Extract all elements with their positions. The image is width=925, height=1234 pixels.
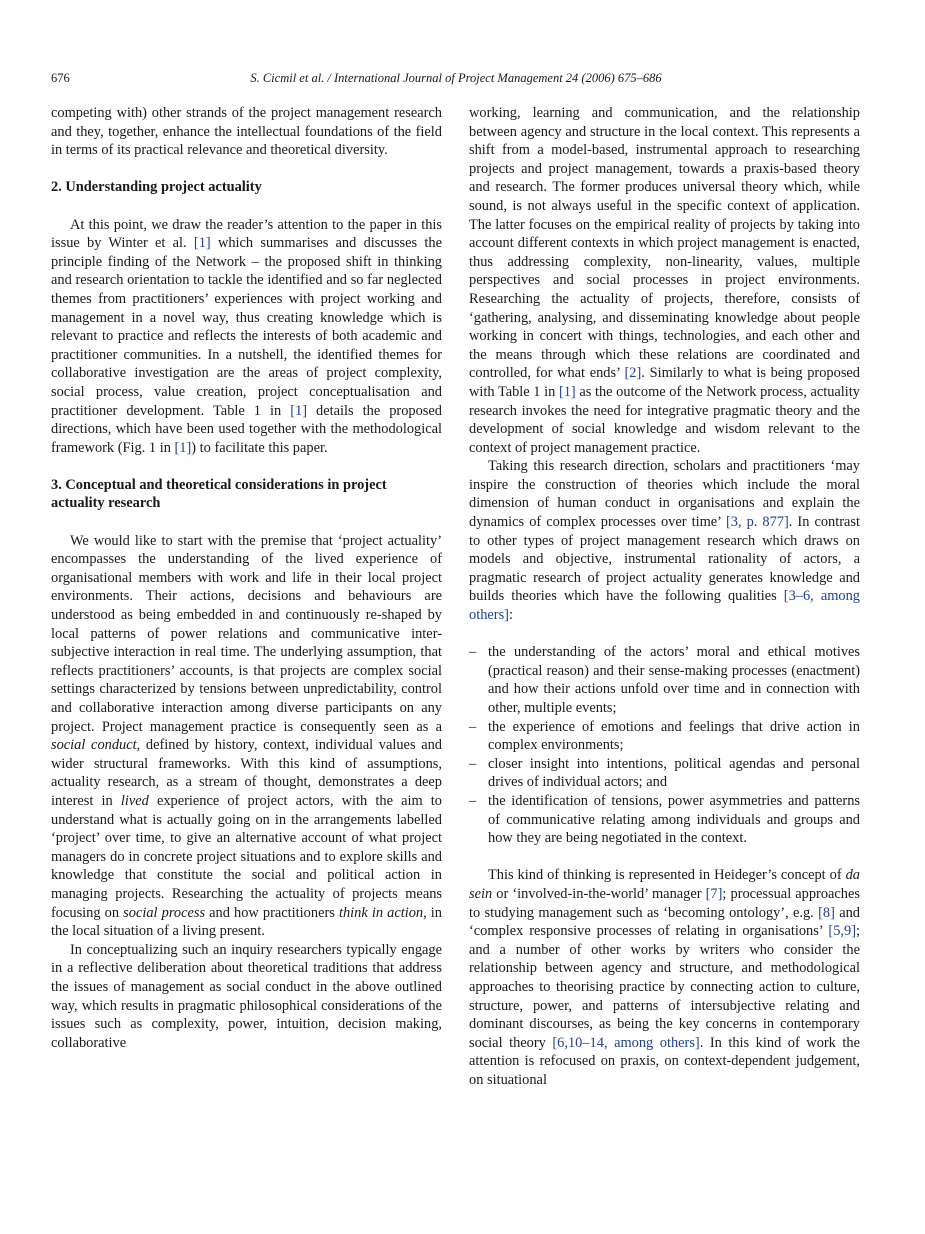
paragraph-premise: We would like to start with the premise that ‘project actuality’ encompasses the understanding of the lived experience of organisational members with work and life in their local project environments. Their actions, decisions and behaviours are understood as being embedded in and continuously re-shaped by local patterns of power relations and communicative inter-subjective interaction in real time. The underlying assumption, that reflects practitioners’ accounts, is that projects are complex social settings characterized by tensions between unpredictability, control and collaborative interaction among diverse participants on any project. Project management practice is consequently seen as a social conduct, defined by history, context, individual values and wider structural frameworks. With this kind of assumptions, actuality research, as a stream of thought, demonstrates a deep interest in lived experience of project actors, with the aim to understand what is actually going on in the arrangements labelled ‘project’ over time, to give an alternative account of what project managers do in concrete project situations and to explore skills and knowledge that constitute the social and political action in managing projects. Researching the actuality of projects means focusing on social process and how practitioners think in action, in the local situation of a living present.: [51, 532, 442, 940]
paragraph-praxis: working, learning and communication, and the relationship between agency and structure in the local context. This represents a shift from a model-based, instrumental approach to researching projects and project management, towards a praxis-based theory and research. The former produces universal theory which, while sound, is not always useful in the specific context of application. The latter focuses on the empirical reality of projects by taking into account different contexts in which project management is enacted, thus addressing complexity, non-linearity, values, multiple perspectives and social processes in project environments. Researching the actuality of projects, therefore, consists of ‘gathering, analysing, and disseminating knowledge about people working in concert with things, technologies, and each other and the means through which these relations are coordinated and controlled, for what ends’ [2]. Similarly to what is being proposed with Table 1 in [1] as the outcome of the Network process, actuality research invokes the need for integrative pragmatic theory and the development of social knowledge and wisdom relevant to the context of project management practice.: [469, 105, 860, 456]
paragraph-heideger: This kind of thinking is represented in Heideger’s concept of da sein or ‘involved-in-the-world’ manager [7]; processual approaches to studying management such as ‘becoming ontology’, e.g. [8] and ‘complex responsive processes of relating in organisations’ [5,9]; and a number of other works by writers who consider the relationship between agency and structure, and methodological approaches to theorising practice by connecting action to culture, structure, power, and patterns of intersubjective relating and dominant discourses, as being the key concerns in contemporary social theory [6,10–14, among others]. In this kind of work the attention is refocused on praxis, on context-dependent judgement, on situational: [469, 867, 860, 1088]
page-number: 676: [51, 71, 70, 85]
citation-link[interactable]: [3, p. 877]: [725, 514, 789, 531]
citation-link[interactable]: [5,9]: [828, 923, 856, 940]
section-heading-3: 3. Conceptual and theoretical considerations in project actuality research: [51, 476, 387, 512]
right-column: [469, 104, 860, 1089]
citation-link[interactable]: [1]: [193, 235, 211, 252]
page-header: [51, 71, 861, 91]
running-head: S. Cicmil et al. / International Journal of Project Management 24 (2006) 675–686: [250, 71, 662, 85]
paragraph-research-direction: Taking this research direction, scholars and practitioners ‘may inspire the construction of theories which include the moral dimension of human conduct in organisations and explain the dynamics of complex processes over time’ [3, p. 877]. In contrast to other types of project management research which draws on models and objective, instrumental rationality of actors, a pragmatic research of project actuality generates knowledge and builds theories which have the following qualities [3–6, among others]:: [469, 458, 861, 624]
paragraph-conceptualizing: In conceptualizing such an inquiry researchers typically engage in a reflective deliberation about theoretical traditions that address the issues of management as social conduct in the above outlined way, which results in pragmatic philosophical considerations of the issues such as complexity, power, intuition, decision making, collaborative: [51, 941, 442, 1051]
list-item: – closer insight into intentions, political agendas and personal drives of individual actors; and: [469, 755, 860, 791]
citation-link[interactable]: [1]: [558, 383, 576, 400]
qualities-list: [469, 643, 860, 848]
citation-link[interactable]: [1]: [290, 402, 308, 419]
list-item: – the identification of tensions, power asymmetries and patterns of communicative relating among individuals and groups and how they are being negotiated in the context.: [469, 792, 860, 847]
list-item: – the understanding of the actors’ moral and ethical motives (practical reason) and their sense-making processes (enactment) and how their actions unfold over time and in connection with other, multiple events;: [469, 644, 860, 716]
list-item: – the experience of emotions and feelings that drive action in complex environments;: [469, 718, 860, 754]
left-column: [51, 104, 442, 1052]
citation-link[interactable]: [2]: [624, 365, 642, 382]
citation-link[interactable]: [1]: [174, 439, 192, 456]
citation-link[interactable]: [6,10–14, among others]: [552, 1034, 700, 1051]
citation-link[interactable]: [8]: [818, 904, 835, 921]
citation-link[interactable]: [3–6, among others]: [469, 588, 860, 624]
paragraph-continued: competing with) other strands of the project management research and they, together, enhance the intellectual foundations of the field in terms of its practical relevance and theoretical diversity.: [51, 105, 442, 159]
paragraph-project-actuality: At this point, we draw the reader’s attention to the paper in this issue by Winter et al. [1] which summarises and discusses the principle finding of the Network – the proposed shift in thinking and research orientation to tackle the identified and so far neglected themes from practitioners’ experiences with project working and management in a novel way, thus creating knowledge which is relevant to practice and reflects the interests of both academic and practitioner communities. In a nutshell, the identified themes for collaborative investigation are the areas of project complexity, social process, value creation, project conceptualisation and practitioner development. Table 1 in [1] details the proposed directions, which have been used together with the methodological framework (Fig. 1 in [1]) to facilitate this paper.: [51, 216, 442, 456]
citation-link[interactable]: [7]: [705, 885, 723, 902]
section-heading-2: 2. Understanding project actuality: [51, 179, 262, 196]
